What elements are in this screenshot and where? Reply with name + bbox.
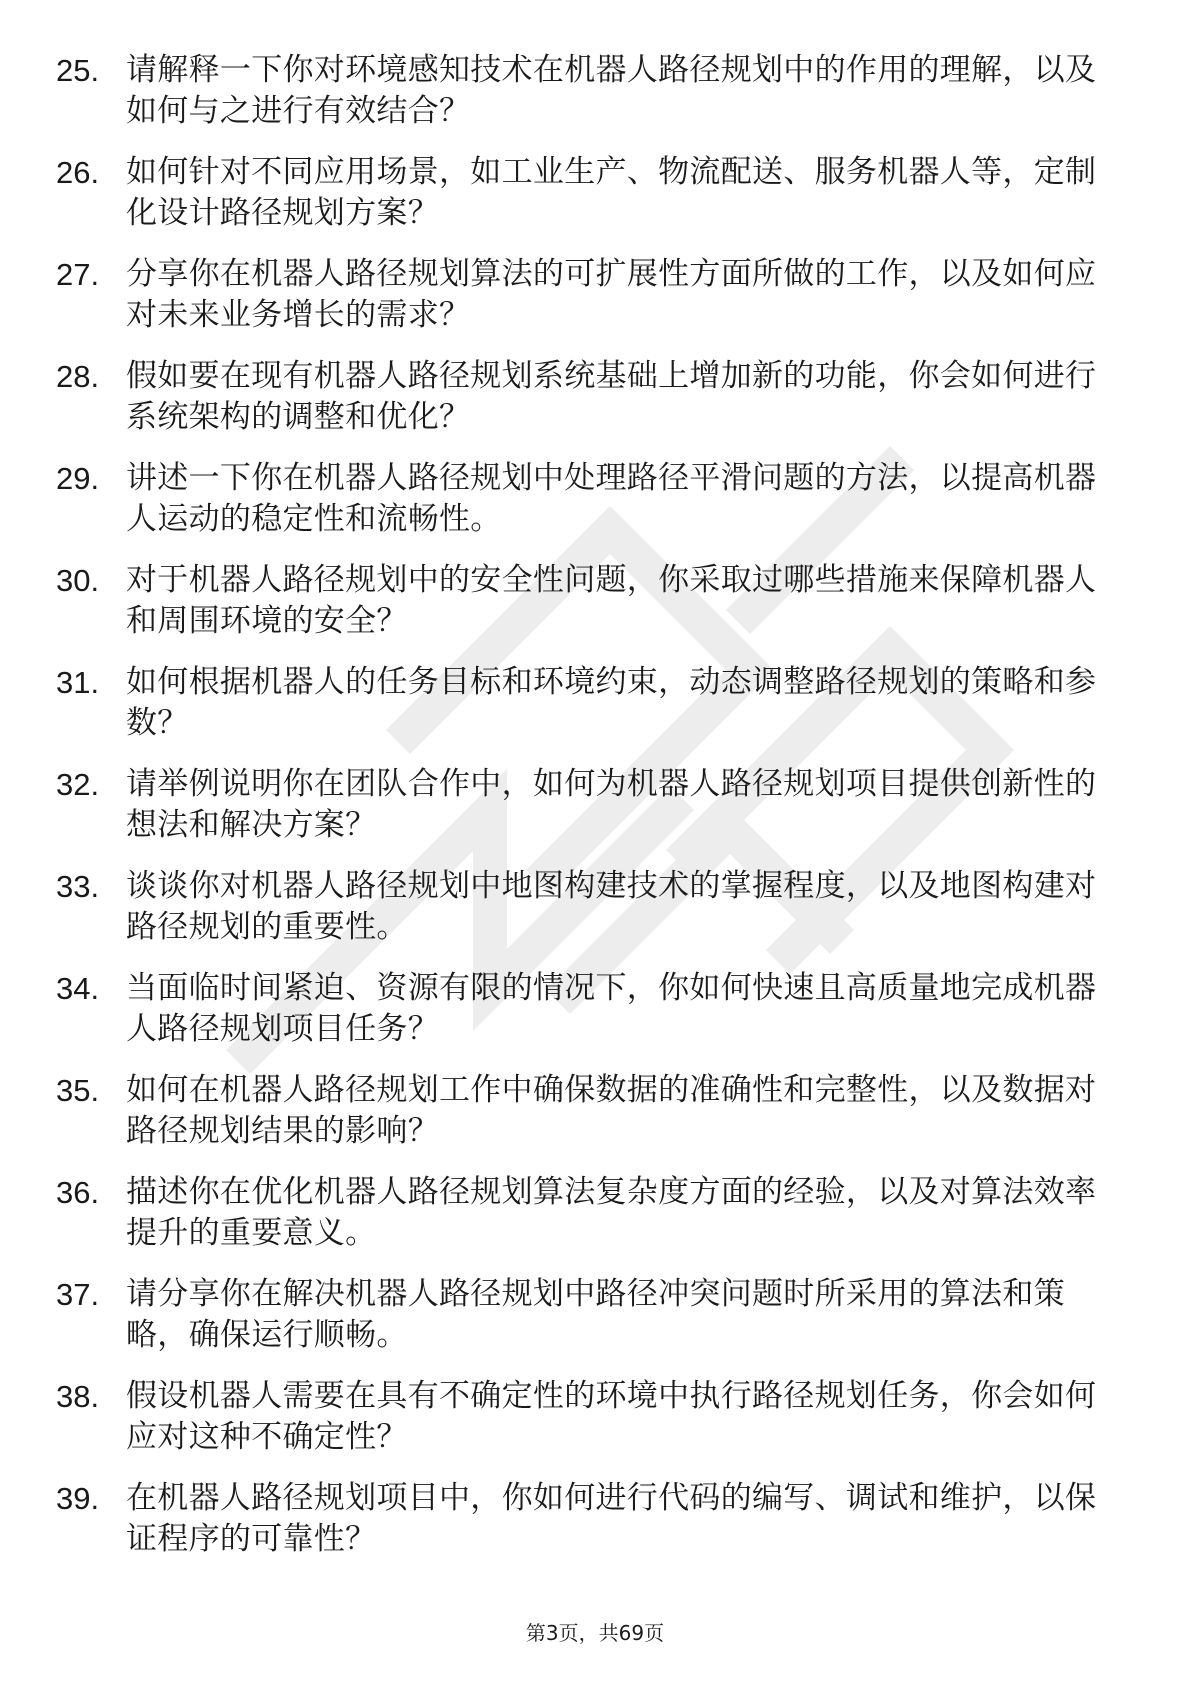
question-number: 35. <box>56 1073 100 1108</box>
question-text: 请解释一下你对环境感知技术在机器人路径规划中的作用的理解，以及如何与之进行有效结合？ <box>126 52 1097 129</box>
question-item <box>56 50 1136 152</box>
question-item <box>56 968 1136 1070</box>
question-item <box>56 764 1136 866</box>
question-text: 分享你在机器人路径规划算法的可扩展性方面所做的工作，以及如何应对未来业务增长的需求？ <box>126 256 1097 333</box>
question-number: 27. <box>56 257 100 292</box>
question-text: 讲述一下你在机器人路径规划中处理路径平滑问题的方法，以提高机器人运动的稳定性和流畅性。 <box>126 460 1097 537</box>
question-text: 如何根据机器人的任务目标和环境约束，动态调整路径规划的策略和参数？ <box>126 664 1097 741</box>
question-text: 谈谈你对机器人路径规划中地图构建技术的掌握程度，以及地图构建对路径规划的重要性。 <box>126 868 1097 945</box>
page-footer <box>0 1620 1190 1646</box>
question-text: 描述你在优化机器人路径规划算法复杂度方面的经验，以及对算法效率提升的重要意义。 <box>126 1174 1097 1251</box>
question-item <box>56 866 1136 968</box>
page-number-label: 第3页，共69页 <box>525 1621 665 1645</box>
question-number: 36. <box>56 1175 100 1210</box>
question-number: 29. <box>56 461 100 496</box>
question-number: 37. <box>56 1277 100 1312</box>
question-number: 28. <box>56 359 100 394</box>
question-number: 31. <box>56 665 100 700</box>
question-number: 39. <box>56 1481 100 1516</box>
question-item <box>56 1070 1136 1172</box>
question-number: 26. <box>56 155 100 190</box>
question-item <box>56 356 1136 458</box>
question-number: 38. <box>56 1379 100 1414</box>
question-number: 33. <box>56 869 100 904</box>
question-text: 请分享你在解决机器人路径规划中路径冲突问题时所采用的算法和策略，确保运行顺畅。 <box>126 1276 1065 1353</box>
question-number: 25. <box>56 53 100 88</box>
question-item <box>56 254 1136 356</box>
question-text: 如何在机器人路径规划工作中确保数据的准确性和完整性，以及数据对路径规划结果的影响？ <box>126 1072 1097 1149</box>
question-item <box>56 1478 1136 1580</box>
question-number: 30. <box>56 563 100 598</box>
question-item <box>56 458 1136 560</box>
question-text: 假设机器人需要在具有不确定性的环境中执行路径规划任务，你会如何应对这种不确定性？ <box>126 1378 1097 1455</box>
question-item <box>56 560 1136 662</box>
question-item <box>56 1274 1136 1376</box>
question-text: 在机器人路径规划项目中，你如何进行代码的编写、调试和维护，以保证程序的可靠性？ <box>126 1480 1097 1557</box>
question-item <box>56 1376 1136 1478</box>
question-text: 如何针对不同应用场景，如工业生产、物流配送、服务机器人等，定制化设计路径规划方案？ <box>126 154 1097 231</box>
question-item <box>56 1172 1136 1274</box>
question-number: 32. <box>56 767 100 802</box>
question-text: 当面临时间紧迫、资源有限的情况下，你如何快速且高质量地完成机器人路径规划项目任务？ <box>126 970 1097 1047</box>
question-text: 对于机器人路径规划中的安全性问题，你采取过哪些措施来保障机器人和周围环境的安全？ <box>126 562 1097 639</box>
question-item <box>56 662 1136 764</box>
question-text: 请举例说明你在团队合作中，如何为机器人路径规划项目提供创新性的想法和解决方案？ <box>126 766 1097 843</box>
question-item <box>56 152 1136 254</box>
question-list <box>56 50 1136 1580</box>
question-number: 34. <box>56 971 100 1006</box>
question-text: 假如要在现有机器人路径规划系统基础上增加新的功能，你会如何进行系统架构的调整和优化？ <box>126 358 1097 435</box>
